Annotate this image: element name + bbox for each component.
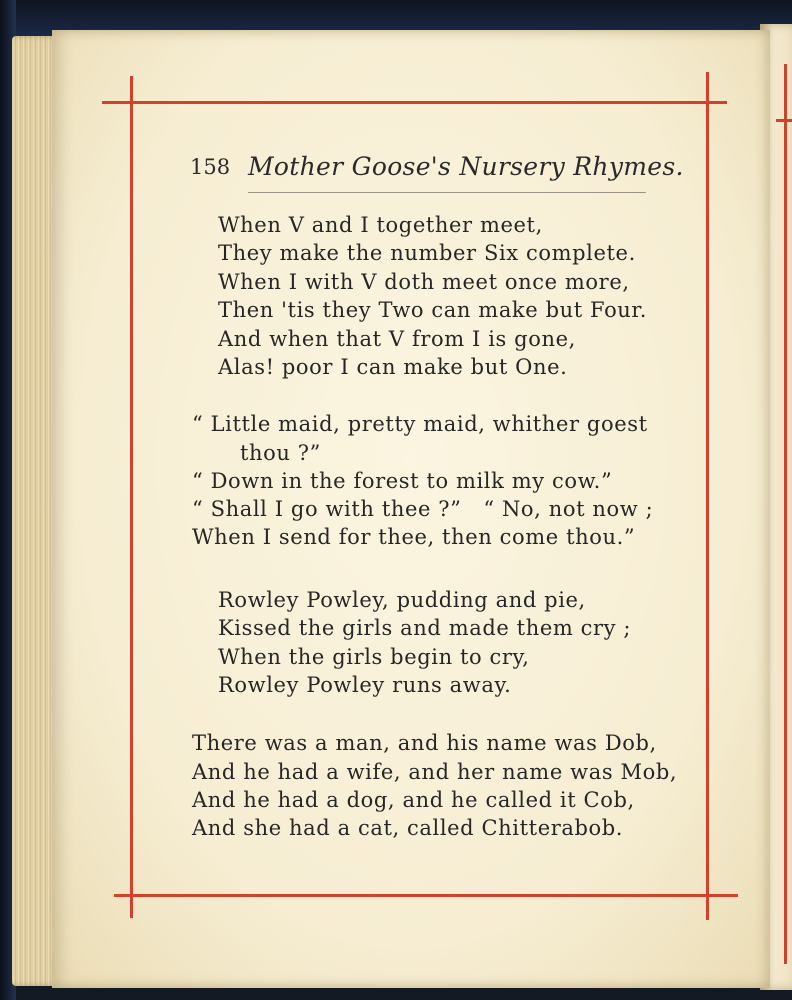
running-title: Mother Goose's Nursery Rhymes. <box>248 152 684 181</box>
border-rule-left <box>130 76 133 918</box>
verse-line: They make the number Six complete. <box>218 241 636 265</box>
border-rule-top <box>102 101 727 104</box>
verse-line: And he had a dog, and he called it Cob, <box>192 788 635 812</box>
verse-line: Then 'tis they Two can make but Four. <box>218 298 648 322</box>
facing-page-rule <box>776 119 792 122</box>
verse-line: Rowley Powley, pudding and pie, <box>218 588 586 612</box>
border-rule-right <box>706 72 709 920</box>
verse-line: Rowley Powley runs away. <box>218 673 512 697</box>
verse-line: “ Shall I go with thee ?” “ No, not now ; <box>192 497 654 521</box>
verse-line: When the girls begin to cry, <box>218 645 530 669</box>
page-number: 158 <box>190 155 231 179</box>
verse-line: There was a man, and his name was Dob, <box>192 731 657 755</box>
verse-line: “ Down in the forest to milk my cow.” <box>192 469 613 493</box>
verse-line: thou ?” <box>240 441 322 465</box>
verse-line: Alas! poor I can make but One. <box>218 355 568 379</box>
verse-line: And he had a wife, and her name was Mob, <box>192 760 678 784</box>
facing-page-rule <box>784 64 787 964</box>
header-rule <box>248 192 646 193</box>
verse-line: “ Little maid, pretty maid, whither goest <box>192 412 648 436</box>
verse-line: When V and I together meet, <box>218 213 543 237</box>
verse-line: And she had a cat, called Chitterabob. <box>192 816 624 840</box>
border-rule-bottom <box>114 894 738 897</box>
verse-line: Kissed the girls and made them cry ; <box>218 616 632 640</box>
verse-line: And when that V from I is gone, <box>218 327 576 351</box>
verse-line: When I with V doth meet once more, <box>218 270 630 294</box>
verse-line: When I send for thee, then come thou.” <box>192 525 636 549</box>
